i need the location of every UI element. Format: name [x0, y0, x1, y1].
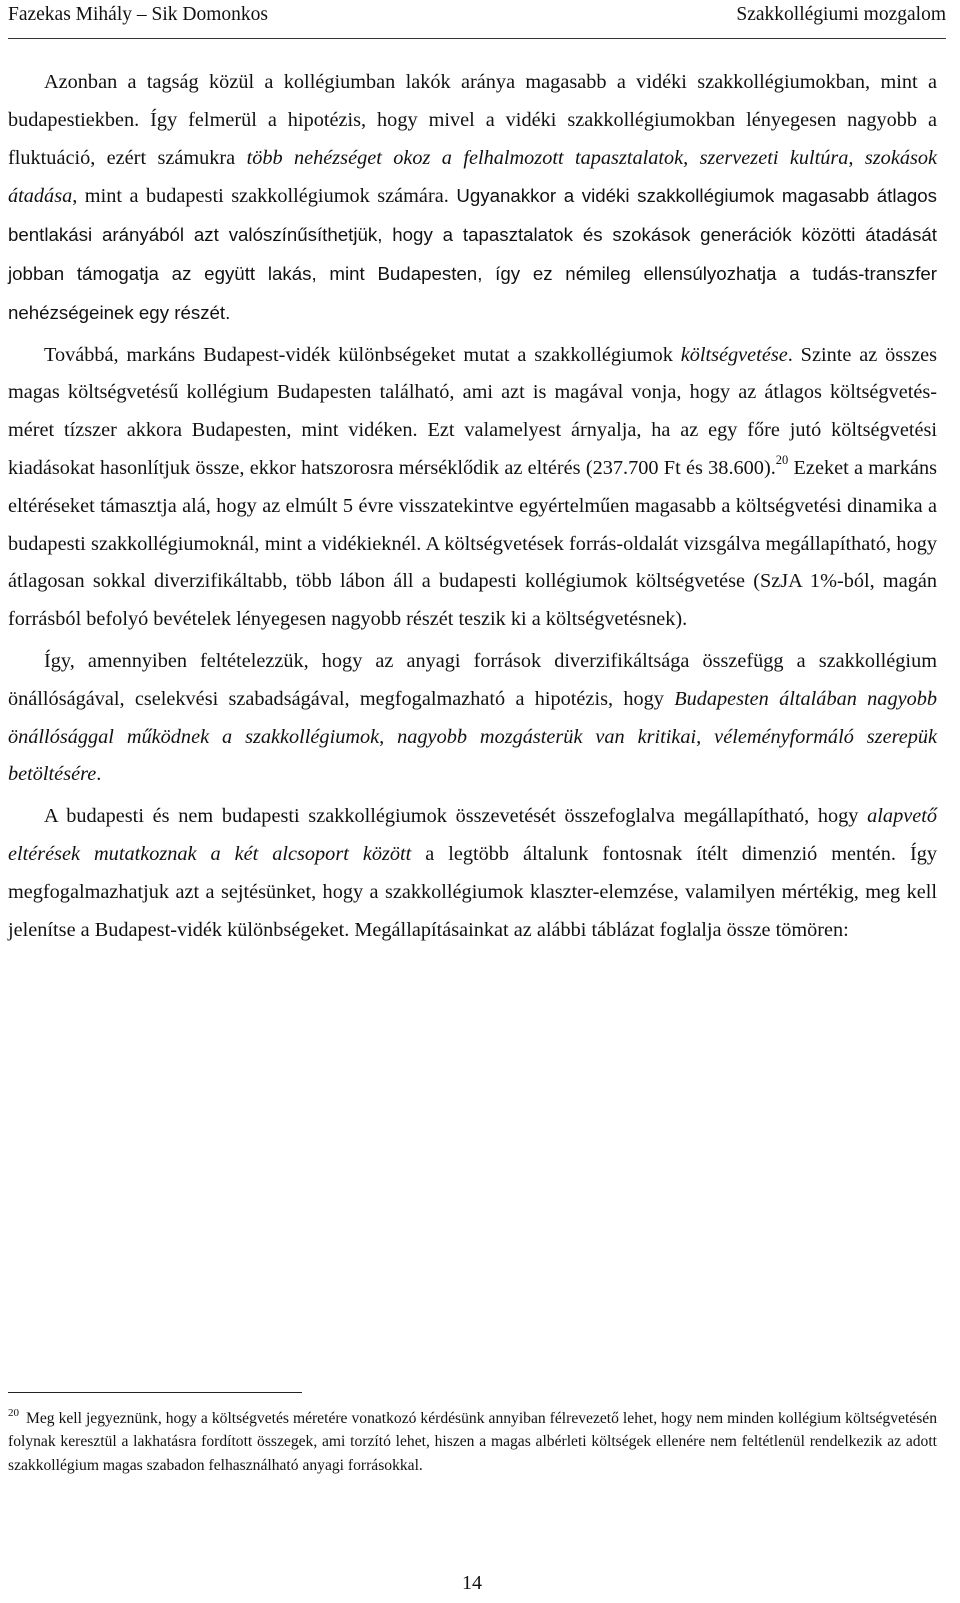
paragraph-2: [8, 337, 937, 639]
footnote-ref-20[interactable]: 20: [775, 452, 789, 467]
paragraph-3-emphasis: Budapesten általában nagyobb önállósággal működnek a szakkollégiumok, nagyobb mozgásterük van kritikai, véleményformáló szerepük betöltésére: [8, 687, 938, 786]
paragraph-4: [8, 798, 937, 949]
footnote-20: [8, 1407, 937, 1477]
page-number: 14: [462, 1572, 482, 1594]
paragraph-1-text-c: Ugyanakkor a vidéki szakkollégiumok magasabb átlagos bentlakási arányából azt valószínűsíthetjük, hogy a tapasztalatok és szokások generációk közötti átadását jobban támogatja az együtt lakás, mint Budapesten, így ez némileg ellensúlyozhatja a tudás-transzfer nehézségeinek egy részét.: [8, 185, 937, 323]
paragraph-2-emphasis: költségvetése: [680, 343, 788, 366]
footnote-number: 20: [8, 1407, 19, 1419]
paragraph-1-text-a: Azonban a tagság közül a kollégiumban lakók aránya magasabb a vidéki szakkollégiumokban, mint a budapestiekben. Így felmerül a hipotézis, hogy mivel a vidéki szakkollégiumokban lényegesen nagyobb a fluktuáció, ezért számukra: [8, 71, 937, 169]
paragraph-4-text-a: A budapesti és nem budapesti szakkollégiumok összevetését összefoglalva megállapítható, hogy: [44, 805, 868, 828]
paragraph-3: [8, 643, 937, 794]
paragraph-4-emphasis: alapvető eltérések mutatkoznak a két alcsoport között: [8, 805, 937, 865]
paragraph-1: [8, 64, 937, 333]
footnote-text: Meg kell jegyeznünk, hogy a költségvetés méretére vonatkozó kérdésünk annyiban félrevezető lehet, hogy nem minden kollégium költségvetésén folynak keresztül a lakhatásra fordított összegek, ami torzító lehet, hiszen a magas albérleti költségek ellenére nem feltétlenül rendelkezik az adott szakkollégium magas szabadon felhasználható anyagi forrásokkal.: [8, 1410, 937, 1474]
running-header: [8, 0, 946, 39]
paragraph-3-text-a: Így, amennyiben feltételezzük, hogy az anyagi források diverzifikáltsága összefügg a szakkollégium önállóságával, cselekvési szabadságával, megfogalmazható a hipotézis, hogy: [8, 649, 937, 710]
paragraph-4-text-b: a legtöbb általunk fontosnak ítélt dimenzió mentén. Így megfogalmazhatjuk azt a sejtésünket, hogy a szakkollégiumok klaszter-elemzése, valamilyen mértékig, meg kell jelenítse a Budapest-vidék különbségeket. Megállapításainkat az alábbi táblázat foglalja össze tömören:: [8, 842, 937, 941]
paragraph-1-text-b: , mint a budapesti szakkollégiumok számára.: [72, 185, 449, 208]
header-authors: Fazekas Mihály – Sik Domonkos: [8, 4, 268, 25]
paragraph-2-text-a: Továbbá, markáns Budapest-vidék különbségeket mutat a szakkollégiumok: [44, 343, 681, 366]
paragraph-1-emphasis: több nehézséget okoz a felhalmozott tapasztalatok, szervezeti kultúra, szokások átadása: [8, 146, 937, 208]
footnote-area: [8, 1407, 937, 1477]
header-title: Szakkollégiumi mozgalom: [736, 4, 946, 25]
paragraph-3-text-b: .: [96, 763, 102, 786]
footnote-divider: [8, 1392, 302, 1393]
paragraph-2-text-b: . Szinte az összes magas költségvetésű kollégium Budapesten található, ami azt is magával vonja, hogy az átlagos költségvetés-méret tízszer akkora Budapesten, mint vidéken. Ezt valamelyest árnyalja, ha az egy főre jutó költségvetési kiadásokat hasonlítjuk össze, ekkor hatszorosra mérséklődik az eltérés (237.700 Ft és 38.600).: [8, 343, 937, 479]
body-text: [8, 64, 937, 949]
paragraph-2-text-c: Ezeket a markáns eltéréseket támasztja alá, hogy az elmúlt 5 évre visszatekintve egyértelműen magasabb a költségvetési dinamika a budapesti szakkollégiumoknál, mint a vidékieknél. A költségvetések forrás-oldalát vizsgálva megállapítható, hogy átlagosan sokkal diverzifikáltabb, több lábon áll a budapesti kollégiumok költségvetése (SzJA 1%-ból, magán forrásból befolyó bevételek lényegesen nagyobb részét teszik ki a költségvetésnek).: [8, 456, 937, 631]
